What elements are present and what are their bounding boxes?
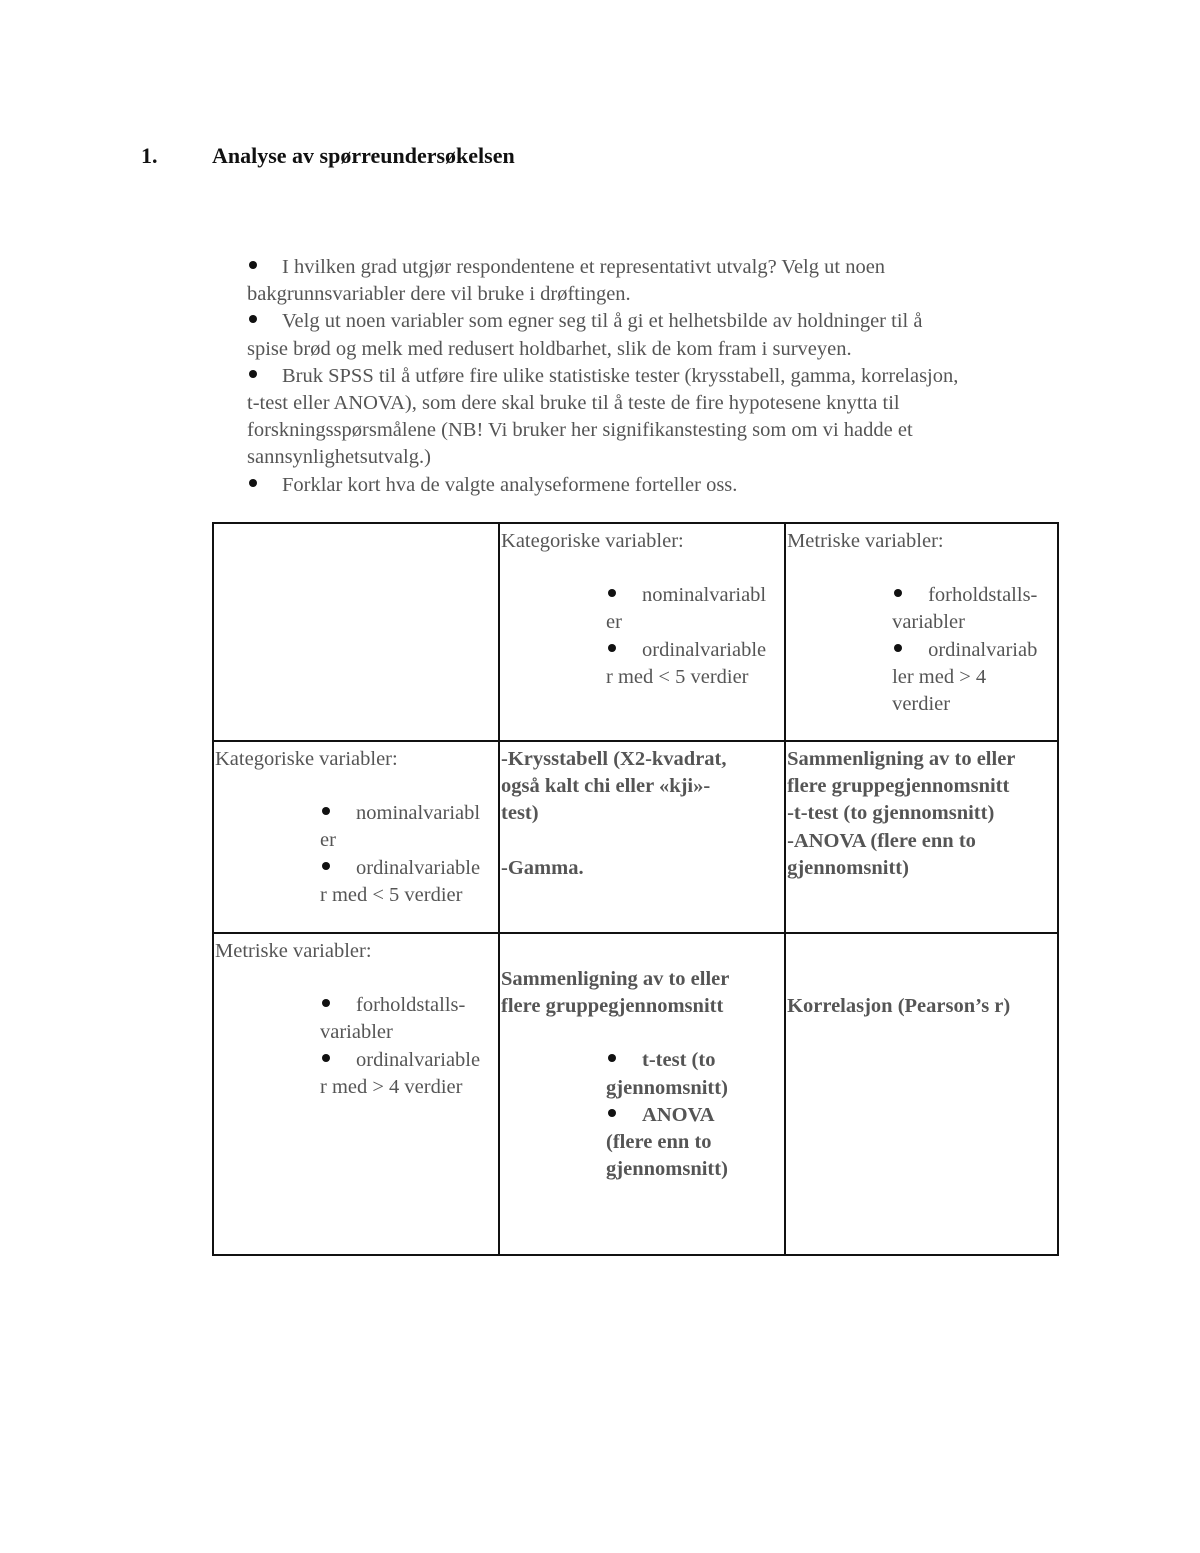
variable-list — [214, 992, 498, 1101]
empty-corner-cell — [213, 523, 499, 741]
list-item: ordinalvariab ler med > 4 verdier — [892, 638, 1038, 716]
crosstab-cell: -Krysstabell (X2-kvadrat, også kalt chi eller «kji»- test) -Gamma. — [499, 741, 785, 933]
section-number: 1. — [141, 143, 158, 168]
cell-label: Kategoriske variabler: — [215, 748, 398, 770]
correlation-text: Korrelasjon (Pearson’s r) — [787, 995, 1011, 1017]
list-item: ordinalvariable r med < 5 verdier — [320, 856, 481, 906]
task-list — [247, 254, 1077, 499]
section-title: Analyse av spørreundersøkelsen — [212, 143, 515, 168]
gamma-text: -Gamma. — [501, 856, 584, 879]
correlation-cell — [785, 933, 1058, 1255]
variable-list — [214, 800, 498, 909]
row-label-categorical-cell — [213, 741, 499, 933]
analysis-table — [212, 522, 1059, 1256]
list-item: nominalvariabl er — [606, 584, 767, 634]
list-item: ANOVA (flere enn to gjennomsnitt) — [606, 1103, 728, 1181]
list-item: nominalvariabl er — [320, 802, 481, 852]
cell-label: Metriske variabler: — [215, 940, 372, 962]
row-label-metric-cell — [213, 933, 499, 1255]
table-header-row — [213, 523, 1058, 741]
list-item: forholdstalls- variabler — [892, 584, 1038, 634]
table-row-metric — [213, 933, 1058, 1255]
test-list — [500, 1047, 784, 1183]
list-item: t-test (to gjennomsnitt) — [606, 1049, 728, 1099]
task-item: Bruk SPSS til å utføre fire ulike statistiske tester (krysstabell, gamma, korrelasjon, t-test eller ANOVA), som dere skal bruke til å teste de fire hypotesene knytta til forskningsspørsmålene (NB! Vi bruker her signifikanstesting som om vi hadde et sannsynlighetsutvalg.) — [247, 364, 959, 469]
list-item: ordinalvariable r med > 4 verdier — [320, 1048, 481, 1098]
variable-list — [786, 582, 1057, 718]
cell-label: Metriske variabler: — [787, 530, 944, 552]
task-item: Forklar kort hva de valgte analyseformene forteller oss. — [282, 473, 738, 496]
section-heading — [141, 143, 515, 169]
group-mean-cell: Sammenligning av to eller flere gruppegjennomsnitt -t-test (to gjennomsnitt) -ANOVA (flere enn to gjennomsnitt) — [785, 741, 1058, 933]
variable-list — [500, 582, 784, 691]
cell-label: Kategoriske variabler: — [501, 530, 684, 552]
task-item: Velg ut noen variabler som egner seg til å gi et helhetsbilde av holdninger til å spise brød og melk med redusert holdbarhet, slik de kom fram i surveyen. — [247, 310, 923, 360]
group-comparison-cell: Sammenligning av to eller flere gruppegjennomsnitt t-test (to gjennomsnitt) ANOVA (flere enn to gjennomsnitt) — [499, 933, 785, 1255]
table-row-categorical — [213, 741, 1058, 933]
task-item: I hvilken grad utgjør respondentene et representativt utvalg? Velg ut noen bakgrunnsvariabler dere vil bruke i drøftingen. — [247, 256, 886, 306]
header-categorical-cell — [499, 523, 785, 741]
list-item: forholdstalls- variabler — [320, 994, 466, 1044]
list-item: ordinalvariable r med < 5 verdier — [606, 638, 767, 688]
header-metric-cell — [785, 523, 1058, 741]
